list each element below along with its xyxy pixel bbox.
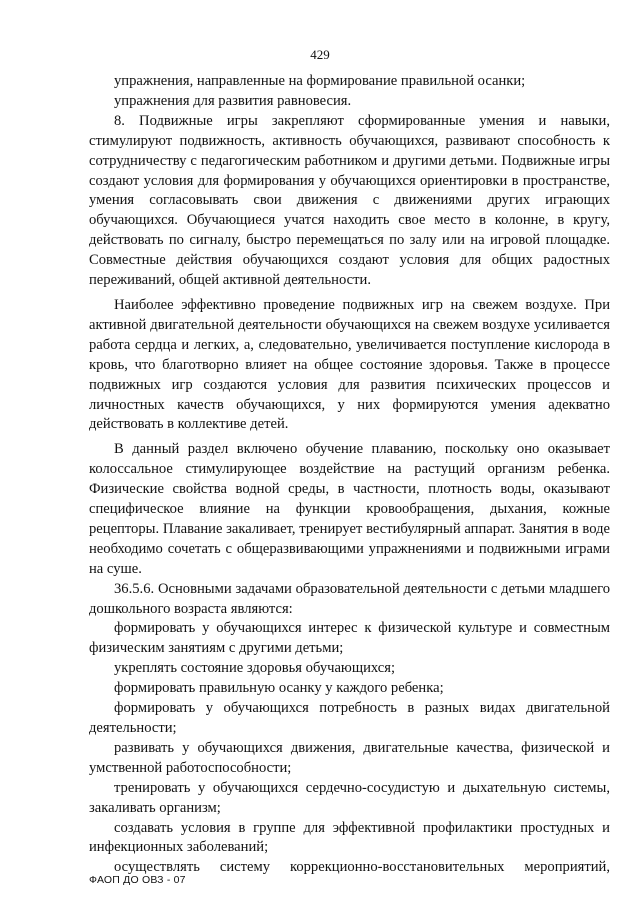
task-item: формировать правильную осанку у каждого ребенка; (114, 680, 444, 697)
task-item: тренировать у обучающихся сердечно-сосудистую и дыхательную системы, закаливать организм; (89, 779, 610, 816)
list-item-posture: упражнения, направленные на формирование правильной осанки; (114, 73, 526, 89)
task-item: формировать у обучающихся интерес к физической культуре и совместным физическим занятиям с другими детьми; (89, 620, 610, 657)
task-item: развивать у обучающихся движения, двигательные качества, физической и умственной работоспособности; (89, 739, 610, 776)
task-item: создавать условия в группе для эффективной профилактики простудных и инфекционных заболеваний; (89, 819, 610, 856)
list-item-balance: упражнения для развития равновесия. (114, 92, 352, 109)
paragraph-swimming: В данный раздел включено обучение плаванию, поскольку оно оказывает колоссальное стимулирующее воздействие на растущий организм ребенка. Физические свойства водной среды, в частности, плотность воды, оказывают специфическое влияние на функции кровообращения, дыхания, кожные рецепторы. Плавание закаливает, тренирует вестибулярный аппарат. Занятия в воде необходимо сочетать с общеразвивающими упражнениями и подвижными играми на суше. (89, 441, 610, 577)
footer-document-code: ФАОП ДО ОВЗ - 07 (89, 874, 186, 886)
task-item: осуществлять систему коррекционно-восстановительных мероприятий, (114, 859, 610, 876)
paragraph-outdoor-games: 8. Подвижные игры закрепляют сформированные умения и навыки, стимулируют подвижность, активность обучающихся, развивают способность к сотрудничеству с педагогическим работником и другими детьми. Подвижные игры создают условия для формирования у обучающихся ориентировки в пространстве, умения согласовывать свои движения с движениями других играющих обучающихся. Обучающиеся учатся находить свое место в колонне, в кругу, действовать по сигналу, быстро перемещаться по залу или на игровой площадке. Совместные действия обучающихся создают условия для общих радостных переживаний, общей активной деятельности. (89, 112, 610, 289)
task-item: укреплять состояние здоровья обучающихся; (114, 660, 396, 677)
task-item: формировать у обучающихся потребность в разных видах двигательной деятельности; (89, 700, 610, 736)
paragraph-fresh-air: Наиболее эффективно проведение подвижных игр на свежем воздухе. При активной двигательной деятельности обучающихся на свежем воздухе усиливается работа сердца и легких, а, следовательно, увеличивается поступление кислорода в кровь, что благотворно влияет на общее состояние здоровья. Также в процессе подвижных игр создаются условия для развития психических процессов и личностных качеств обучающихся, у них формируются умения адекватно действовать в коллективе детей. (89, 296, 610, 433)
section-heading-36-5-6: 36.5.6. Основными задачами образовательной деятельности с детьми младшего дошкольного возраста являются: (89, 580, 610, 617)
page-number: 429 (310, 47, 330, 62)
document-body (89, 72, 610, 878)
